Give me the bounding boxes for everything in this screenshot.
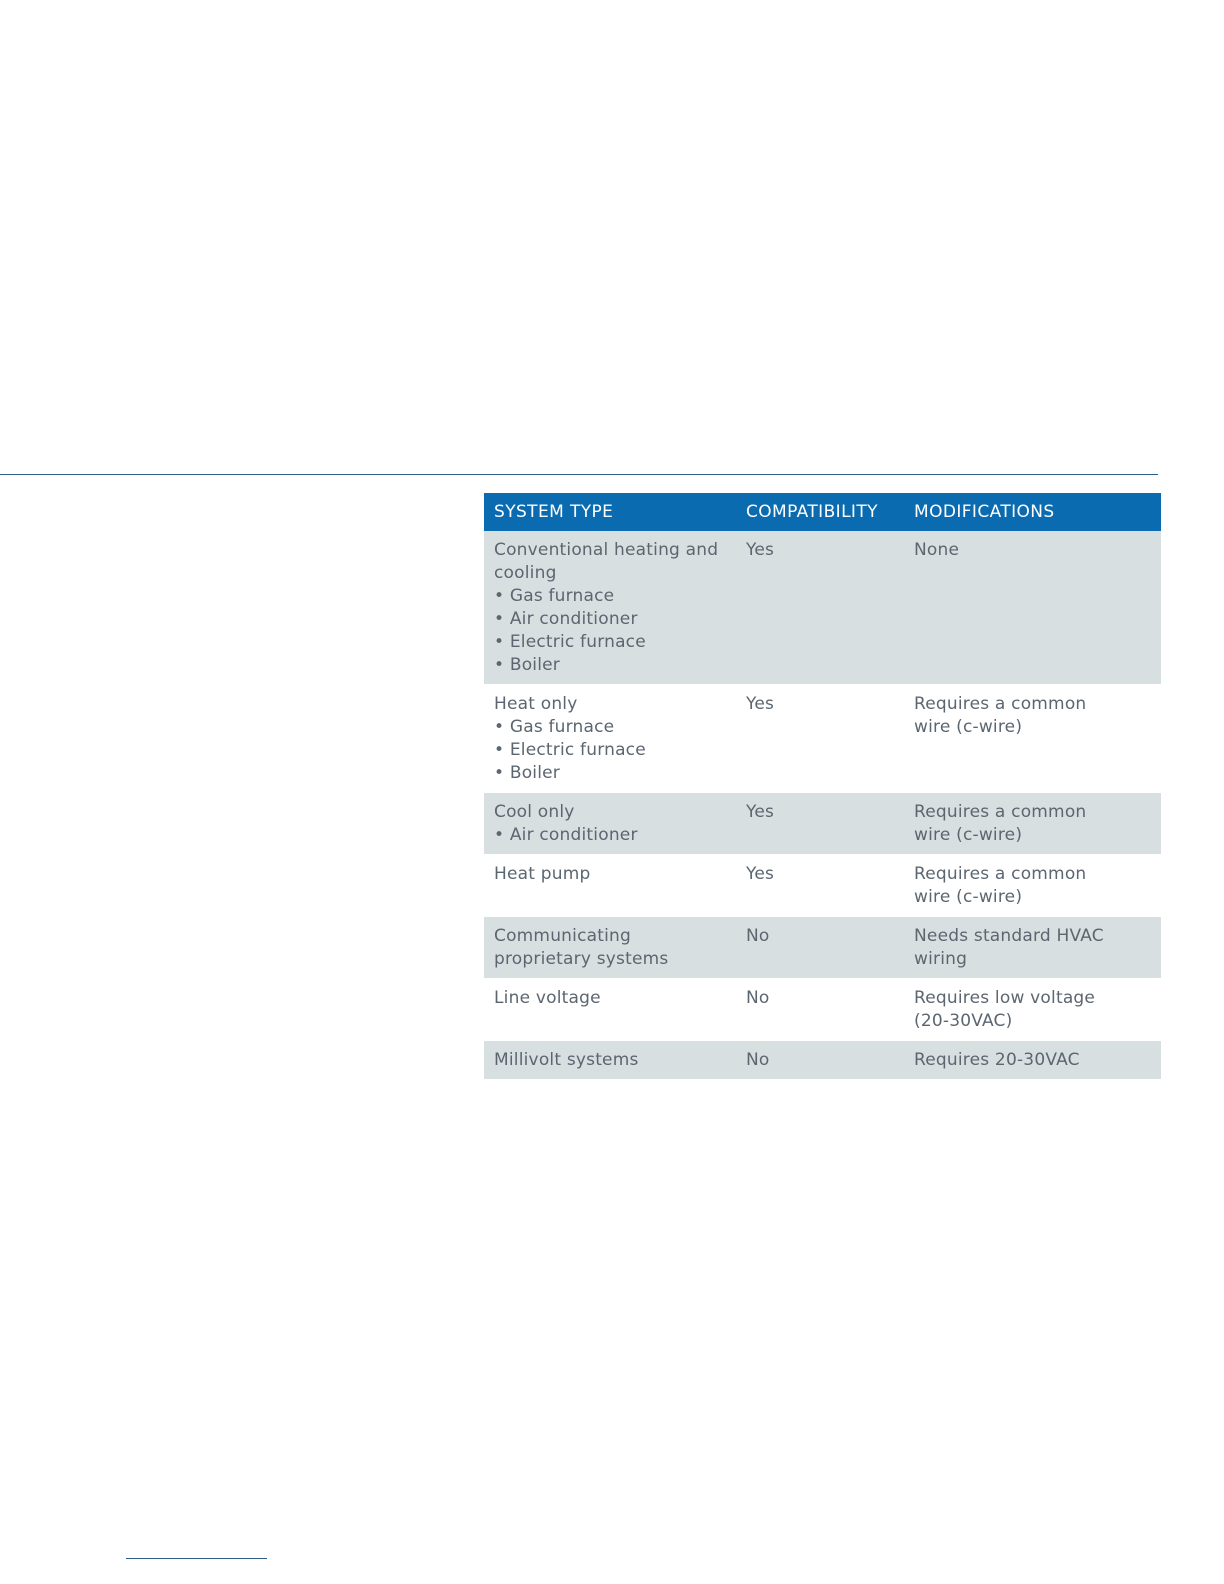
table-body <box>484 531 1161 1079</box>
system-type-line: Cool only <box>494 802 575 822</box>
modification-line: Requires low voltage <box>914 988 1096 1008</box>
table-row <box>484 793 1161 854</box>
cell-system-type <box>484 979 736 1040</box>
modification-line: Requires 20-30VAC <box>914 1050 1080 1070</box>
system-item-bullet: • Gas furnace <box>494 716 732 739</box>
modification-line: wire (c-wire) <box>914 887 1023 907</box>
system-type-line: proprietary systems <box>494 949 669 969</box>
cell-system-type <box>484 855 736 916</box>
system-item-bullet: • Gas furnace <box>494 585 732 608</box>
cell-modifications <box>902 917 1161 978</box>
system-item-bullet: • Air conditioner <box>494 608 732 631</box>
modification-line: Requires a common <box>914 864 1087 884</box>
cell-compatibility: Yes <box>736 855 902 916</box>
table-row <box>484 917 1161 978</box>
cell-system-type <box>484 1041 736 1079</box>
header-compatibility: COMPATIBILITY <box>736 493 902 531</box>
cell-compatibility: No <box>736 979 902 1040</box>
cell-system-type <box>484 685 736 792</box>
system-type-line: Line voltage <box>494 988 601 1008</box>
cell-compatibility: Yes <box>736 793 902 854</box>
table-row <box>484 685 1161 792</box>
modification-line: wire (c-wire) <box>914 717 1023 737</box>
cell-system-type <box>484 917 736 978</box>
table-row <box>484 855 1161 916</box>
system-item-bullet: • Boiler <box>494 762 732 785</box>
cell-modifications <box>902 1041 1161 1079</box>
system-type-line: Heat only <box>494 694 578 714</box>
top-divider-rule <box>0 474 1158 475</box>
modification-line: None <box>914 540 960 560</box>
modification-line: (20-30VAC) <box>914 1011 1013 1031</box>
system-item-bullet: • Air conditioner <box>494 824 732 847</box>
cell-compatibility: No <box>736 1041 902 1079</box>
cell-compatibility: No <box>736 917 902 978</box>
system-type-line: Communicating <box>494 926 631 946</box>
cell-modifications <box>902 793 1161 854</box>
cell-modifications <box>902 855 1161 916</box>
header-system-type: SYSTEM TYPE <box>484 493 736 531</box>
system-type-line: Heat pump <box>494 864 591 884</box>
cell-compatibility: Yes <box>736 685 902 792</box>
table-row <box>484 979 1161 1040</box>
table-row <box>484 531 1161 684</box>
modification-line: Needs standard HVAC wiring <box>914 926 1104 969</box>
system-item-bullet: • Boiler <box>494 654 732 677</box>
modification-line: Requires a common <box>914 694 1087 714</box>
system-item-bullet: • Electric furnace <box>494 739 732 762</box>
system-item-bullet: • Electric furnace <box>494 631 732 654</box>
system-type-line: cooling <box>494 563 557 583</box>
modification-line: Requires a common <box>914 802 1087 822</box>
system-type-line: Millivolt systems <box>494 1050 639 1070</box>
table-header-row <box>484 493 1161 531</box>
modification-line: wire (c-wire) <box>914 825 1023 845</box>
cell-modifications <box>902 979 1161 1040</box>
cell-system-type <box>484 531 736 684</box>
cell-system-type <box>484 793 736 854</box>
system-type-line: Conventional heating and <box>494 540 719 560</box>
system-compatibility-table <box>484 493 1161 1079</box>
cell-modifications <box>902 531 1161 684</box>
cell-modifications <box>902 685 1161 792</box>
table-row <box>484 1041 1161 1079</box>
cell-compatibility: Yes <box>736 531 902 684</box>
footnote-rule <box>126 1558 267 1559</box>
header-modifications: MODIFICATIONS <box>902 493 1161 531</box>
